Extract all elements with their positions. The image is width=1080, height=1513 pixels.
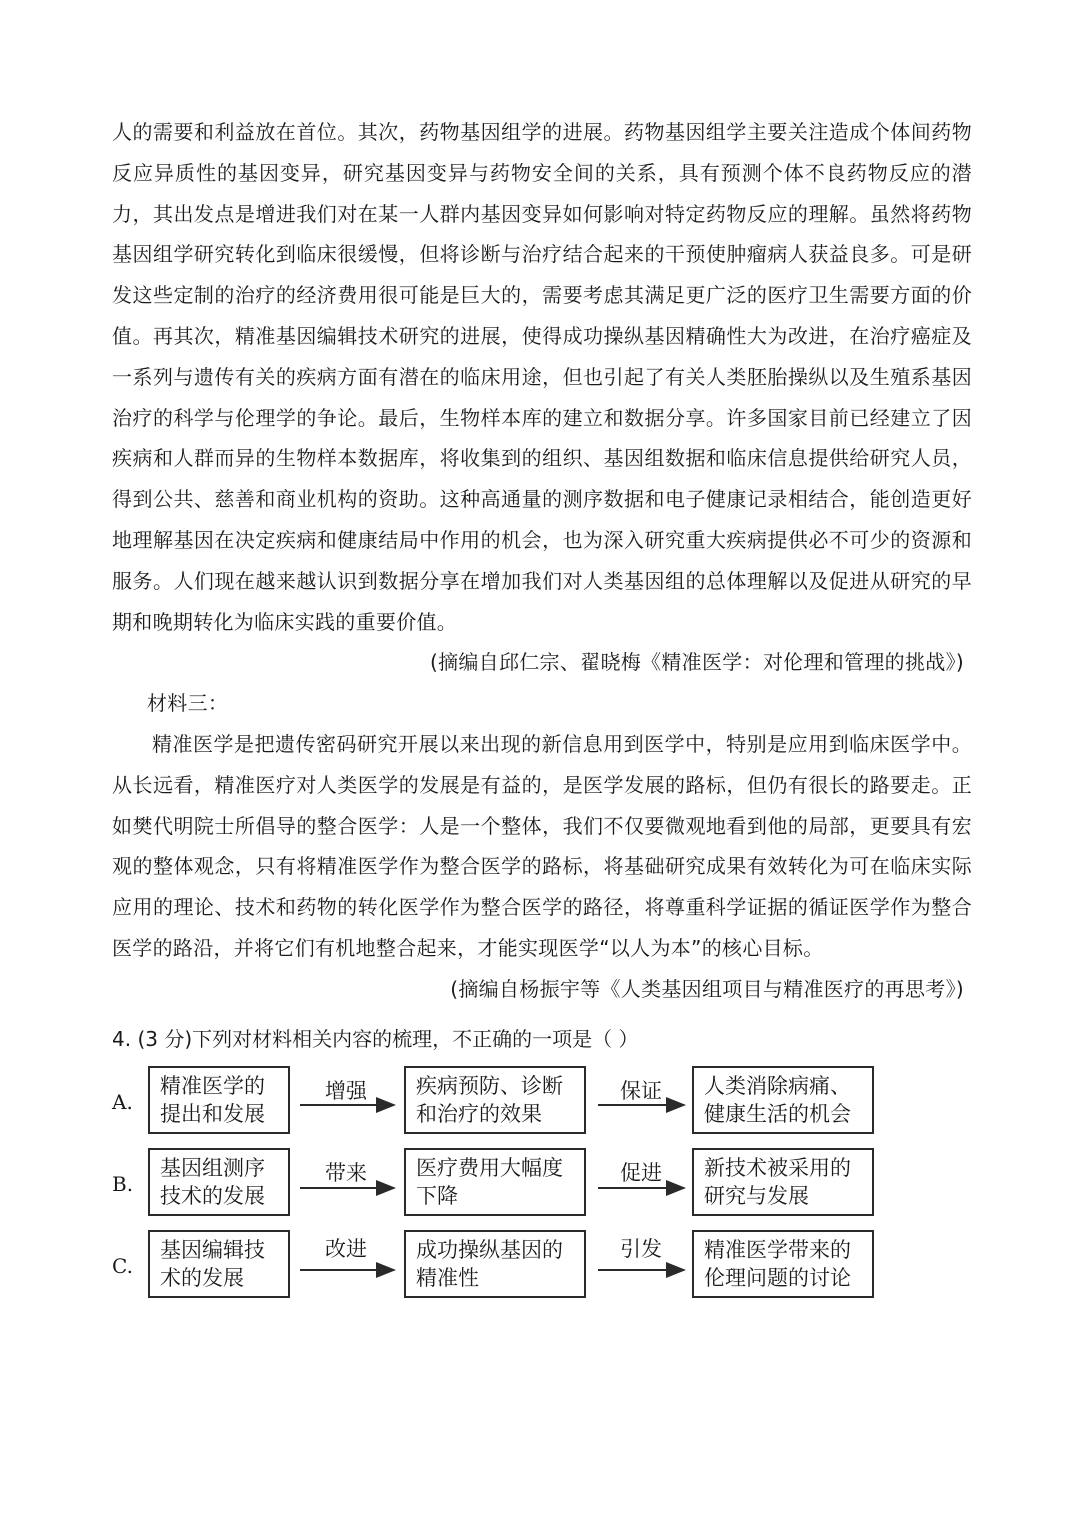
option-c-letter: C. xyxy=(112,1254,133,1278)
option-c-arrow-1-label: 改进 xyxy=(325,1237,367,1261)
option-c-box-1: 基因编辑技术的发展 xyxy=(148,1230,290,1298)
option-a-box-2: 疾病预防、诊断和治疗的效果 xyxy=(404,1066,586,1134)
option-a-arrow-2-label: 保证 xyxy=(620,1079,662,1103)
option-a-box-3: 人类消除病痛、健康生活的机会 xyxy=(692,1066,874,1134)
option-c-box-3: 精准医学带来的伦理问题的讨论 xyxy=(692,1230,874,1298)
option-b-letter: B. xyxy=(112,1172,134,1196)
option-c-arrow-2-label: 引发 xyxy=(620,1237,662,1261)
option-a-box-1: 精准医学的提出和发展 xyxy=(148,1066,290,1134)
source-citation-2: (摘编自邱仁宗、翟晓梅《精准医学：对伦理和管理的挑战》) xyxy=(429,650,964,675)
option-b-box-1: 基因组测序技术的发展 xyxy=(148,1148,290,1216)
passage xyxy=(112,112,972,1010)
passage-paragraph-1: 人的需要和利益放在首位。其次，药物基因组学的进展。药物基因组学主要关注造成个体间药物反应异质性的基因变异，研究基因变异与药物安全间的关系，具有预测个体不良药物反应的潜力，其出发点是增进我们对在某一人群内基因变异如何影响对特定药物反应的理解。虽然将药物基因组学研究转化到临床很缓慢，但将诊断与治疗结合起来的干预使肿瘤病人获益良多。可是研发这些定制的治疗的经济费用很可能是巨大的，需要考虑其满足更广泛的医疗卫生需要方面的价值。再其次，精准基因编辑技术研究的进展，使得成功操纵基因精确性大为改进，在治疗癌症及一系列与遗传有关的疾病方面有潜在的临床用途，但也引起了有关人类胚胎操纵以及生殖系基因治疗的科学与伦理学的争论。最后，生物样本库的建立和数据分享。许多国家目前已经建立了因疾病和人群而异的生物样本数据库，将收集到的组织、基因组数据和临床信息提供给研究人员，得到公共、慈善和商业机构的资助。这种高通量的测序数据和电子健康记录相结合，能创造更好地理解基因在决定疾病和健康结局中作用的机会，也为深入研究重大疾病提供必不可少的资源和服务。人们现在越来越认识到数据分享在增加我们对人类基因组的总体理解以及促进从研究的早期和晚期转化为临床实践的重要价值。 xyxy=(112,120,972,634)
option-b-arrow-1-label: 带来 xyxy=(325,1161,367,1185)
passage-paragraph-3: 精准医学是把遗传密码研究开展以来出现的新信息用到医学中，特别是应用到临床医学中。从长远看，精准医疗对人类医学的发展是有益的，是医学发展的路标，但仍有很长的路要走。正如樊代明院士所倡导的整合医学：人是一个整体，我们不仅要微观地看到他的局部，更要具有宏观的整体观念，只有将精准医学作为整合医学的路标，将基础研究成果有效转化为可在临床实际应用的理论、技术和药物的转化医学作为整合医学的路径，将尊重科学证据的循证医学作为整合医学的路沿，并将它们有机地整合起来，才能实现医学“以人为本”的核心目标。 xyxy=(112,731,972,960)
option-b-box-2: 医疗费用大幅度下降 xyxy=(404,1148,586,1216)
material-3-label: 材料三： xyxy=(147,691,229,716)
source-citation-3: (摘编自杨振宇等《人类基因组项目与精准医疗的再思考》) xyxy=(450,976,964,1001)
option-a-letter: A. xyxy=(112,1090,133,1114)
option-c-box-2: 成功操纵基因的精准性 xyxy=(404,1230,586,1298)
option-b-arrow-2-label: 促进 xyxy=(620,1161,662,1185)
option-a-arrow-1-label: 增强 xyxy=(325,1079,367,1103)
option-b-box-3: 新技术被采用的研究与发展 xyxy=(692,1148,874,1216)
question-4-stem: 4. (3 分)下列对材料相关内容的梳理，不正确的一项是（ ） xyxy=(112,1027,639,1051)
